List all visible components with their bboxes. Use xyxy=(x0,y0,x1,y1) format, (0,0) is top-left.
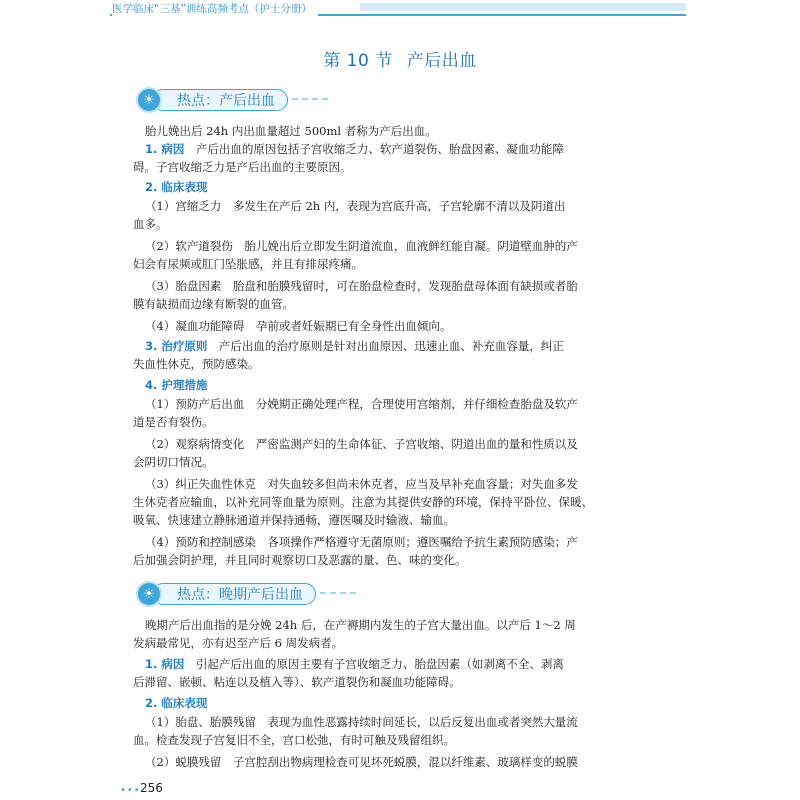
paragraph xyxy=(145,142,615,156)
paragraph: 晚期产后出血指的是分娩 24h 后，在产褥期内发生的子宫大量出血。以产后 1～2 周 xyxy=(145,618,576,632)
paragraph: 碍。子宫收缩乏力是产后出血的主要原因。 xyxy=(133,160,352,174)
lightbulb-icon: ☀ xyxy=(136,87,162,113)
lightbulb-icon: ☀ xyxy=(136,581,162,607)
hotspot-label: 热点：晚期产后出血 xyxy=(152,583,316,605)
list-item-cont: 会阴切口情况。 xyxy=(133,455,214,469)
list-item: （3）纠正失血性休克 对失血较多但尚未休克者，应当及早补充血容量；对失血多发 xyxy=(145,477,578,491)
text: 产后出血的原因包括子宫收缩乏力、软产道裂伤、胎盘因素、凝血功能障 xyxy=(195,142,564,156)
subheading-text: 2. 临床表现 xyxy=(145,696,208,710)
section-title xyxy=(0,46,800,71)
list-item-cont: 妇会有尿频或肛门坠胀感，并且有排尿疼痛。 xyxy=(133,257,363,271)
list-item: （1）胎盘、胎膜残留 表现为血性恶露持续时间延长，以后反复出血或者突然大量流 xyxy=(145,715,578,729)
list-item-cont: 吸氧、快速建立静脉通道并保持通畅，遵医嘱及时输液、输血。 xyxy=(133,513,455,527)
list-item-cont: 血。检查发现子宫复旧不全，宫口松弛，有时可触及残留组织。 xyxy=(133,733,455,747)
list-item: （1）宫缩乏力 多发生在产后 2h 内，表现为宫底升高，子宫轮廓不清以及阴道出 xyxy=(145,199,566,213)
section-heading: 产后出血 xyxy=(406,51,477,71)
list-item: （2）观察病情变化 严密监测产妇的生命体征、子宫收缩、阴道出血的量和性质以及 xyxy=(145,437,578,451)
text: 产后出血的治疗原则是针对出血原因、迅速止血、补充血容量，纠正 xyxy=(218,339,564,353)
list-item: （3）胎盘因素 胎盘和胎膜残留时，可在胎盘检查时，发现胎盘母体面有缺损或者胎 xyxy=(145,279,578,293)
paragraph: 发病最常见，亦有迟至产后 6 周发病者。 xyxy=(133,636,344,650)
subheading xyxy=(145,696,615,710)
decorative-dashes xyxy=(320,592,356,597)
list-item: （1）预防产后出血 分娩期正确处理产程，合理使用宫缩剂，并仔细检查胎盘及软产 xyxy=(145,397,578,411)
footer-dots: ••• xyxy=(120,785,141,796)
paragraph: 后滞留、嵌顿、粘连以及植入等）、软产道裂伤和凝血功能障碍。 xyxy=(133,675,461,689)
paragraph: 胎儿娩出后 24h 内出血量超过 500ml 者称为产后出血。 xyxy=(145,124,437,138)
list-item: （2）软产道裂伤 胎儿娩出后立即发生阴道流血，血液鲜红能自凝。阴道壁血肿的产 xyxy=(145,239,578,253)
list-item: （2）蜕膜残留 子宫腔刮出物病理检查可见坏死蜕膜，混以纤维素、玻璃样变的蜕膜 xyxy=(145,755,578,769)
decorative-dashes xyxy=(292,98,328,103)
hotspot-banner xyxy=(136,582,356,606)
list-item: （4）凝血功能障碍 孕前或者妊娠期已有全身性出血倾向。 xyxy=(145,319,452,333)
list-item-cont: 血多。 xyxy=(133,217,168,231)
subheading: 1. 病因 xyxy=(145,657,185,671)
subheading xyxy=(145,378,615,392)
paragraph xyxy=(145,657,615,671)
paragraph xyxy=(145,339,615,353)
list-item: （4）预防和控制感染 各项操作严格遵守无菌原则；遵医嘱给予抗生素预防感染；产 xyxy=(145,535,578,549)
subheading: 1. 病因 xyxy=(145,142,185,156)
subheading-text: 4. 护理措施 xyxy=(145,378,208,392)
hotspot-label: 热点：产后出血 xyxy=(152,89,288,111)
running-header: 医学临床“三基”训练高频考点（护士分册） xyxy=(112,1,318,16)
list-item-cont: 后加强会阴护理，并且同时观察切口及恶露的量、色、味的变化。 xyxy=(133,553,467,567)
subheading: 3. 治疗原则 xyxy=(145,339,208,353)
list-item-cont: 道是否有裂伤。 xyxy=(133,415,214,429)
list-item-cont: 生休克者应输血，以补充同等血量为原则。注意为其提供安静的环境，保持平卧位、保暖、 xyxy=(133,495,593,509)
section-number: 第 10 节 xyxy=(323,51,393,71)
text: 引起产后出血的原因主要有子宫收缩乏力、胎盘因素（如剥离不全、剥离 xyxy=(195,657,564,671)
list-item-cont: 膜有缺损而边缘有断裂的血管。 xyxy=(133,297,294,311)
subheading-text: 2. 临床表现 xyxy=(145,180,208,194)
hotspot-banner xyxy=(136,88,328,112)
page-number: 256 xyxy=(140,781,163,795)
subheading xyxy=(145,180,615,194)
paragraph: 失血性休克，预防感染。 xyxy=(133,357,260,371)
